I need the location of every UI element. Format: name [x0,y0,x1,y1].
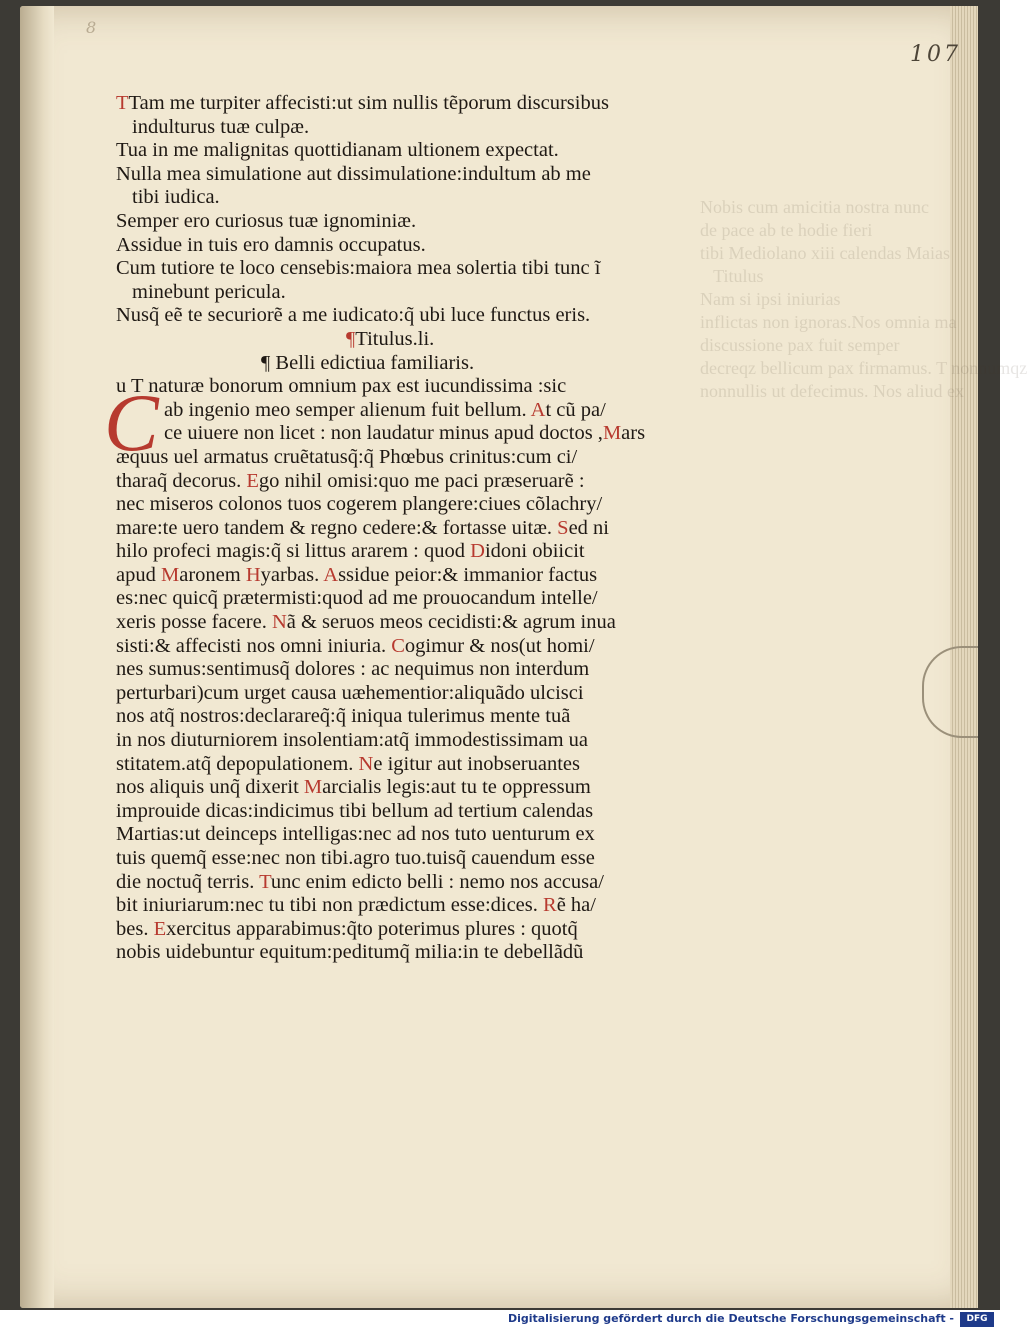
binding-gutter [20,6,54,1308]
funding-credit: Digitalisierung gefördert durch die Deutsche Forschungsgemeinschaft - [507,1312,954,1325]
text-line: indulturus tuæ culpæ. [132,115,310,138]
text-line: Nulla mea simulatione aut dissimulatione:indultum ab me [116,162,591,185]
text-line: u T naturæ bonorum omnium pax est iucundissima :sic [116,375,567,398]
paragraph-mark-icon: ¶ [261,351,276,374]
corner-mark: 8 [86,18,97,37]
text-line: bit iniuriarum:nec tu tibi non prædictum esse:dices. Rẽ ha/ [116,894,596,917]
paragraph-mark-icon: ¶ [346,327,356,350]
text-line: hilo profeci magis:q̃ si littus ararem : quod Didoni obiicit [116,540,585,563]
text-line: stitatem.atq̃ depopulationem. Ne igitur aut inobseruantes [116,752,580,775]
text-line: sisti:& affecisti nos omni iniuria. Cogimur & nos(ut homi/ [116,634,595,657]
text-line: Nusq̃ eẽ te securiorẽ a me iudicato:q̃ ubi luce functus eris. [116,304,591,327]
section-subtitle: ¶ Belli edictiua familiaris. [261,351,475,374]
text-line: nes sumus:sentimusq̃ dolores : ac nequimus non interdum [116,658,590,681]
text-line: bes. Exercitus apparabimus:q̃to poterimus plures : quotq̃ [116,917,578,940]
section-title: ¶Titulus.li. [346,327,435,350]
text-line: nos aliquis unq̃ dixerit Marcialis legis:aut tu te oppressum [116,776,591,799]
text-line: æquus uel armatus cruẽtatusq̃:q̃ Phœbus crinitus:cum ci/ [116,445,578,468]
text-block [104,92,776,965]
bleed-through-text: Nobis cum amicitia nostra nunc de pace ab te hodie fieri tibi Mediolano xiii calendas Maias Titulus Nam si ipsi iniurias inflictas non ignoras.Nos omnia ma discussione pax fuit semper decreqz bellicum pax firmamus. T nonnumqz nonnullis ut defecimus. Nos aliud ex [700,197,1027,401]
text-line: nec miseros colonos tuos cogerem plangere:ciues cõlachry/ [116,493,603,516]
text-line: nobis uidebuntur equitum:peditumq̃ milia:in te debellãdũ [116,941,584,964]
text-line: perturbari)cum urget causa uæhementior:aliquãdo ulcisci [116,681,584,704]
footer-bar [0,1310,1000,1330]
text-line: tharaq̃ decorus. Ego nihil omisi:quo me paci præseruarẽ : [116,469,585,492]
text-line: ce uiuere non licet : non laudatur minus apud doctos ,Mars [164,422,646,445]
text-line: es:nec quicq̃ prætermisti:quod ad me prouocandum intelle/ [116,587,598,610]
decorated-initial: C [104,377,159,468]
text-line: Cum tutiore te loco censebis:maiora mea solertia tibi tunc ĩ [116,257,601,280]
text-line: tuis quemq̃ esse:nec non tibi.agro tuo.tuisq̃ cauendum esse [116,847,595,869]
fore-edge-tab [922,646,978,738]
text-line: ab ingenio meo semper alienum fuit bellum. At cũ pa/ [164,398,606,421]
text-line: minebunt pericula. [132,280,286,303]
dfg-logo[interactable]: DFG [960,1312,994,1327]
text-line: apud Maronem Hyarbas. Assidue peior:& immanior factus [116,563,598,586]
book-page [20,6,1027,1308]
text-line: xeris posse facere. Nã & seruos meos cecidisti:& agrum inua [116,611,616,634]
text-line: tibi iudica. [132,186,220,209]
text-line: Martias:ut deinceps intelligas:nec ad nos tuto uenturum ex [116,823,595,846]
text-line: die noctuq̃ terris. Tunc enim edicto belli : nemo nos accusa/ [116,870,604,893]
text-line: Assidue in tuis ero damnis occupatus. [116,233,426,256]
text-line: improuide dicas:indicimus tibi bellum ad tertium calendas [116,799,594,822]
text-line: mare:te uero tandem & regno cedere:& fortasse uitæ. Sed ni [116,516,609,539]
text-line: Semper ero curiosus tuæ ignominiæ. [116,209,417,232]
folio-number: 107 [910,42,961,67]
text-line: Tua in me malignitas quottidianam ultionem expectat. [116,139,559,162]
text-line: nos atq̃ nostros:declarareq̃:q̃ iniqua tulerimus mente tuã [116,705,571,728]
text-line: in nos diuturniorem insolentiam:atq̃ immodestissimam ua [116,729,589,752]
text-line: TTam me turpiter affecisti:ut sim nullis tẽporum discursibus [116,92,609,114]
